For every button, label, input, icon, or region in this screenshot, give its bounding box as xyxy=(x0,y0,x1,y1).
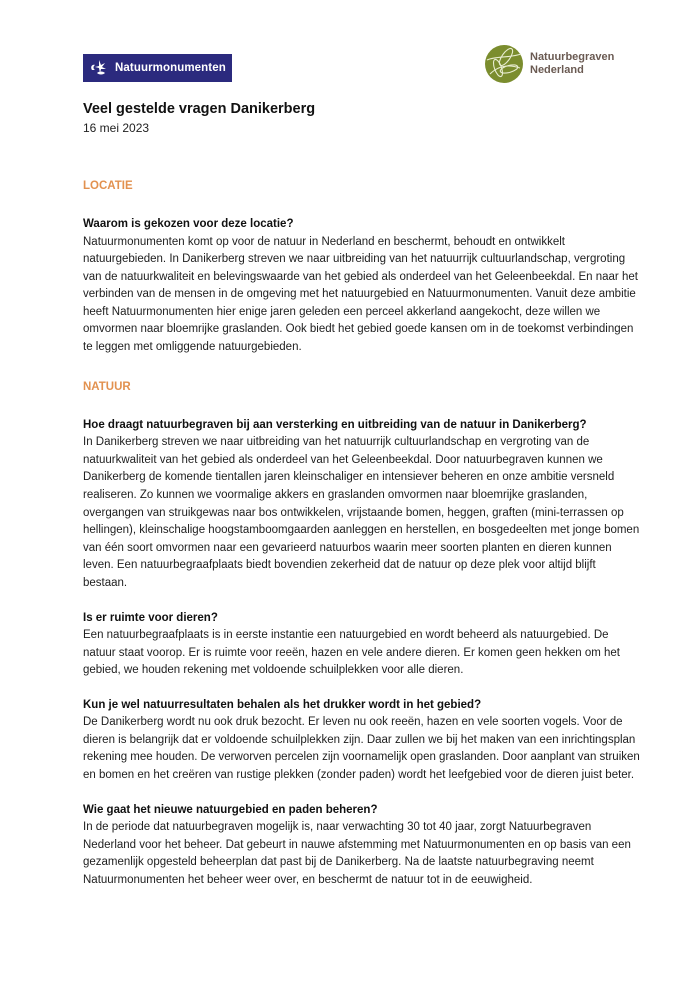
faq-question: Hoe draagt natuurbegraven bij aan versterking en uitbreiding van de natuur in Danikerberg? xyxy=(83,418,587,431)
document-title: Veel gestelde vragen Danikerberg xyxy=(83,101,316,117)
logo-line-1: Natuurbegraven xyxy=(530,51,615,63)
section-heading: LOCATIE xyxy=(83,180,133,192)
faq-answer: In Danikerberg streven we naar uitbreiding van het natuurrijk cultuurlandschap en vergroting van de natuurkwaliteit van het gebied als onderdeel van het Geleenbeekdal. Door natuurbegraven kunnen we Danikerberg de komende tientallen jaren kleinschaliger en intensiever beheren en onze ambitie versneld realiseren. Zo kunnen we voormalige akkers en graslanden omvormen naar bloemrijke graslanden, overgangen van struikgewas naar bos ontwikkelen, vrijstaande bomen, heggen, graften (mini-terrassen op hellingen), kleinschalige hoogstamboomgaarden aanleggen en herstellen, en bosgedeelten met jonge bomen van één soort omvormen naar een gevarieerd natuurbos waarin meer soorten planten en dieren kunnen leven. Een natuurbegraafplaats biedt bovendien zekerheid dat de natuur op deze plek voor altijd blijft bestaan. xyxy=(83,436,640,589)
birds-leaf-icon xyxy=(89,58,111,78)
faq-question: Kun je wel natuurresultaten behalen als het drukker wordt in het gebied? xyxy=(83,698,482,711)
natuurbegraven-nederland-logo xyxy=(484,44,614,84)
section-locatie xyxy=(83,178,643,357)
logo-line-2: Nederland xyxy=(530,64,584,76)
faq-item xyxy=(83,802,643,890)
faq-question: Is er ruimte voor dieren? xyxy=(83,611,218,624)
faq-item xyxy=(83,417,643,593)
section-heading: NATUUR xyxy=(83,380,131,393)
faq-item xyxy=(83,697,643,785)
faq-answer: De Danikerberg wordt nu ook druk bezocht. Er leven nu ook reeën, hazen en vele soorten vogels. Voor de dieren is belangrijk dat er voldoende schuilplekken zijn. Daar zullen we bij het maken van een inrichtingsplan rekening mee houden. De verworven percelen zijn voornamelijk open graslanden. Door aanplant van struiken en bomen en het creëren van rustige plekken (zonder paden) wordt het leefgebied voor de dieren juist beter. xyxy=(83,716,640,782)
faq-question: Wie gaat het nieuwe natuurgebied en paden beheren? xyxy=(83,803,378,816)
natuurbegraven-logo-text xyxy=(530,51,614,77)
faq-item xyxy=(83,610,643,680)
faq-answer: Een natuurbegraafplaats is in eerste instantie een natuurgebied en wordt beheerd als natuurgebied. De natuur staat voorop. Er is ruimte voor reeën, hazen en vele andere dieren. Er komen geen hekken om het gebied, we houden rekening met voldoende schuilplekken voor alle dieren. xyxy=(83,629,620,677)
natuurmonumenten-logo-text: Natuurmonumenten xyxy=(115,62,226,74)
faq-question: Waarom is gekozen voor deze locatie? xyxy=(83,218,294,230)
faq-answer: Natuurmonumenten komt op voor de natuur in Nederland en beschermt, behoudt en ontwikkelt natuurgebieden. In Danikerberg streven we naar uitbreiding van het natuurrijk cultuurlandschap, vergroting van de natuurkwaliteit en belevingswaarde van het gebied als onderdeel van het Geleenbeekdal. En naar het verbinden van de mensen in de omgeving met het natuurgebied en Natuurmonumenten. Vanuit deze ambitie heeft Natuurmonumenten hier enige jaren geleden een perceel akkerland aangekocht, deze willen we omvormen naar bloemrijke graslanden. Ook biedt het gebied goede kansen om in de toekomst verbindingen te leggen met omliggende natuurgebieden. xyxy=(83,235,638,354)
document-content xyxy=(83,100,643,890)
green-circle-flower-icon xyxy=(484,44,524,84)
section-natuur xyxy=(83,379,643,890)
natuurmonumenten-logo xyxy=(83,54,232,82)
document-date: 16 mei 2023 xyxy=(83,121,150,135)
faq-answer: In de periode dat natuurbegraven mogelijk is, naar verwachting 30 tot 40 jaar, zorgt Natuurbegraven Nederland voor het beheer. Dat gebeurt in nauwe afstemming met Natuurmonumenten en op basis van een gezamenlijk opgesteld beheerplan dat past bij de Danikerberg. Na de laatste natuurbegraving neemt Natuurmonumenten het beheer weer over, en beschermt de natuur tot in de eeuwigheid. xyxy=(83,821,631,886)
faq-item xyxy=(83,216,643,357)
